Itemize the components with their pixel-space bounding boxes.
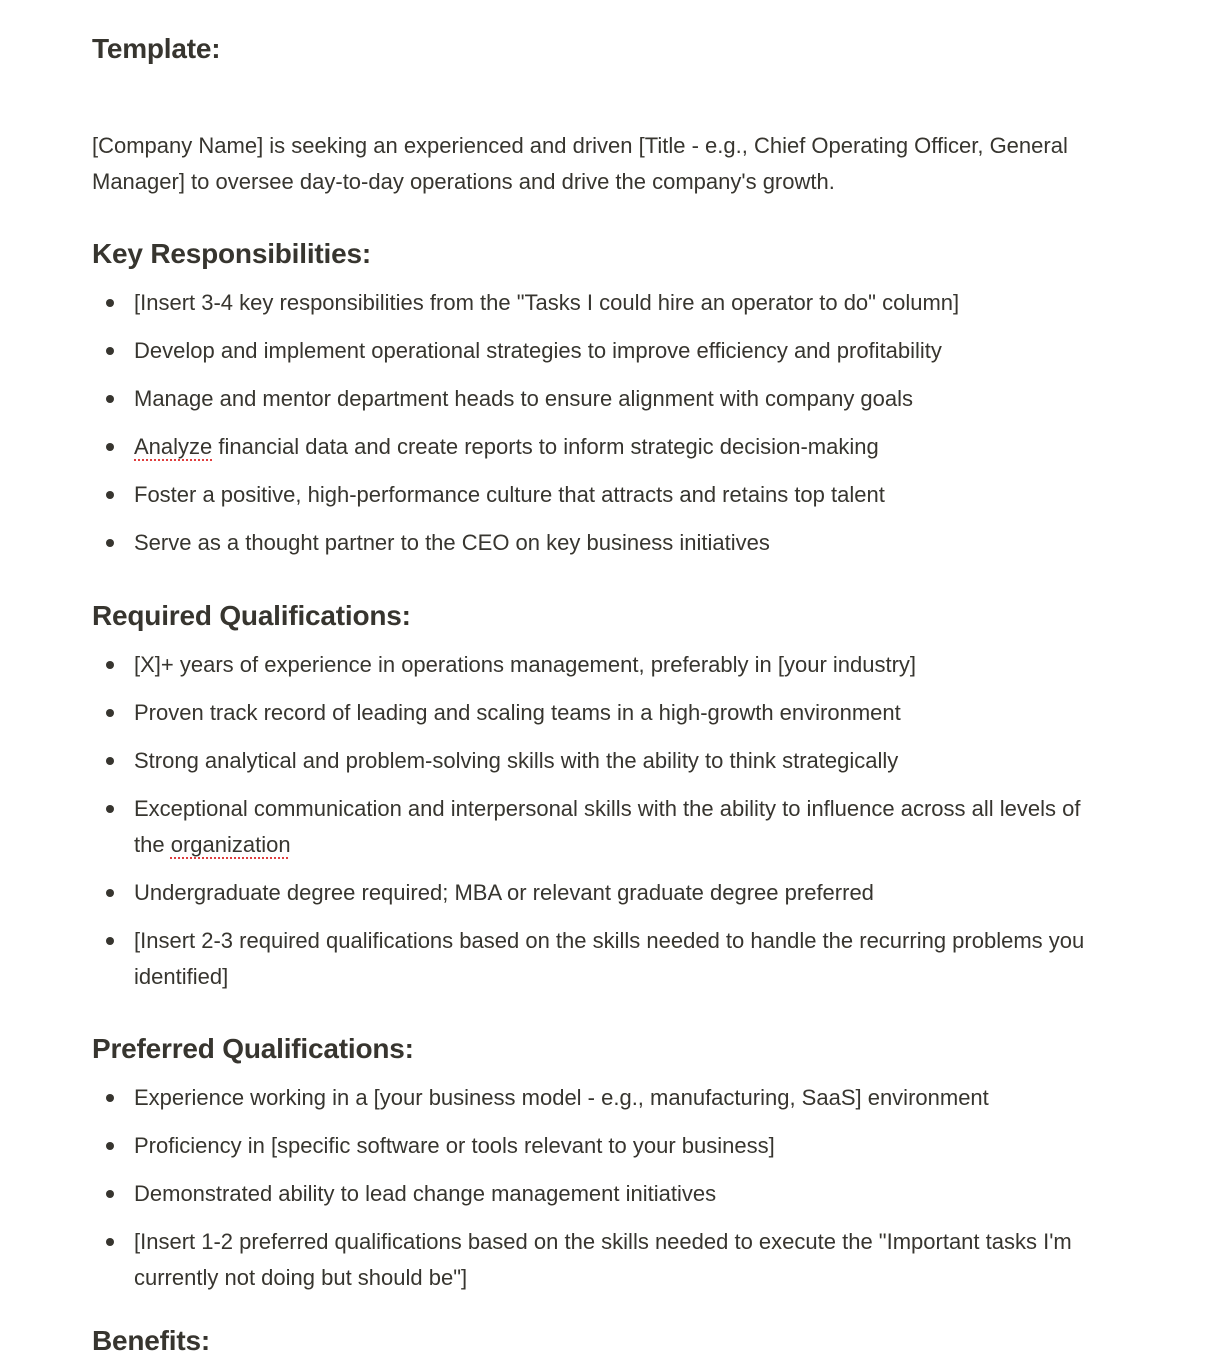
preferred-qualifications-heading[interactable]: Preferred Qualifications: (92, 1033, 414, 1064)
list-item[interactable] (92, 1080, 1107, 1116)
list-item[interactable] (92, 429, 1107, 465)
bullet-icon (106, 395, 114, 403)
bullet-icon (106, 661, 114, 669)
list-item[interactable] (92, 285, 1107, 321)
list-item[interactable] (92, 875, 1107, 911)
required-qualifications-list (92, 647, 1107, 1007)
text-segment: Exceptional communication and interpersonal skills with the ability to influence across all levels of the (134, 796, 1081, 857)
list-item[interactable] (92, 1128, 1107, 1164)
bullet-icon (106, 889, 114, 897)
list-item[interactable] (92, 695, 1107, 731)
list-item-text (134, 796, 1080, 857)
list-item[interactable] (92, 923, 1107, 995)
list-item-text: Proficiency in [specific software or tools relevant to your business] (134, 1133, 775, 1158)
list-item-text: Experience working in a [your business model - e.g., manufacturing, SaaS] environment (134, 1085, 989, 1110)
list-item-text (134, 434, 879, 459)
text-segment: financial data and create reports to inform strategic decision-making (212, 434, 879, 459)
list-item-text: Foster a positive, high-performance culture that attracts and retains top talent (134, 482, 885, 507)
bullet-icon (106, 805, 114, 813)
bullet-icon (106, 937, 114, 945)
bullet-icon (106, 299, 114, 307)
list-item[interactable] (92, 743, 1107, 779)
list-item-text: Demonstrated ability to lead change management initiatives (134, 1181, 717, 1206)
key-responsibilities-list (92, 285, 1107, 573)
list-item-text: Develop and implement operational strategies to improve efficiency and profitability (134, 338, 942, 363)
bullet-icon (106, 709, 114, 717)
list-item[interactable] (92, 333, 1107, 369)
intro-paragraph[interactable]: [Company Name] is seeking an experienced and driven [Title - e.g., Chief Operating Officer, General Manager] to oversee day-to-day operations and drive the company's growth. (92, 133, 1068, 194)
key-responsibilities-heading[interactable]: Key Responsibilities: (92, 238, 371, 269)
bullet-icon (106, 443, 114, 451)
list-item-text: Proven track record of leading and scaling teams in a high-growth environment (134, 700, 901, 725)
bullet-icon (106, 1142, 114, 1150)
list-item[interactable] (92, 477, 1107, 513)
bullet-icon (106, 757, 114, 765)
preferred-qualifications-list (92, 1080, 1107, 1308)
benefits-heading[interactable]: Benefits: (92, 1325, 210, 1356)
list-item[interactable] (92, 791, 1107, 863)
list-item-text: [Insert 1-2 preferred qualifications based on the skills needed to execute the "Important tasks I'm currently not doing but should be"] (134, 1229, 1072, 1290)
bullet-icon (106, 1094, 114, 1102)
spellcheck-word[interactable]: Analyze (134, 434, 213, 459)
bullet-icon (106, 347, 114, 355)
list-item-text: [X]+ years of experience in operations management, preferably in [your industry] (134, 652, 917, 677)
list-item[interactable] (92, 1224, 1107, 1296)
list-item-text: Strong analytical and problem-solving skills with the ability to think strategically (134, 748, 899, 773)
page-title[interactable]: Template: (92, 33, 221, 64)
list-item-text: Manage and mentor department heads to ensure alignment with company goals (134, 386, 914, 411)
list-item-text: Serve as a thought partner to the CEO on key business initiatives (134, 530, 770, 555)
required-qualifications-heading[interactable]: Required Qualifications: (92, 600, 411, 631)
list-item[interactable] (92, 647, 1107, 683)
bullet-icon (106, 1238, 114, 1246)
list-item-text: [Insert 3-4 key responsibilities from the "Tasks I could hire an operator to do" column] (134, 290, 960, 315)
list-item-text: Undergraduate degree required; MBA or relevant graduate degree preferred (134, 880, 874, 905)
list-item[interactable] (92, 525, 1107, 561)
bullet-icon (106, 491, 114, 499)
list-item-text: [Insert 2-3 required qualifications based on the skills needed to handle the recurring problems you identified] (134, 928, 1085, 989)
bullet-icon (106, 1190, 114, 1198)
spellcheck-word[interactable]: organization (170, 832, 291, 857)
list-item[interactable] (92, 1176, 1107, 1212)
list-item[interactable] (92, 381, 1107, 417)
bullet-icon (106, 539, 114, 547)
